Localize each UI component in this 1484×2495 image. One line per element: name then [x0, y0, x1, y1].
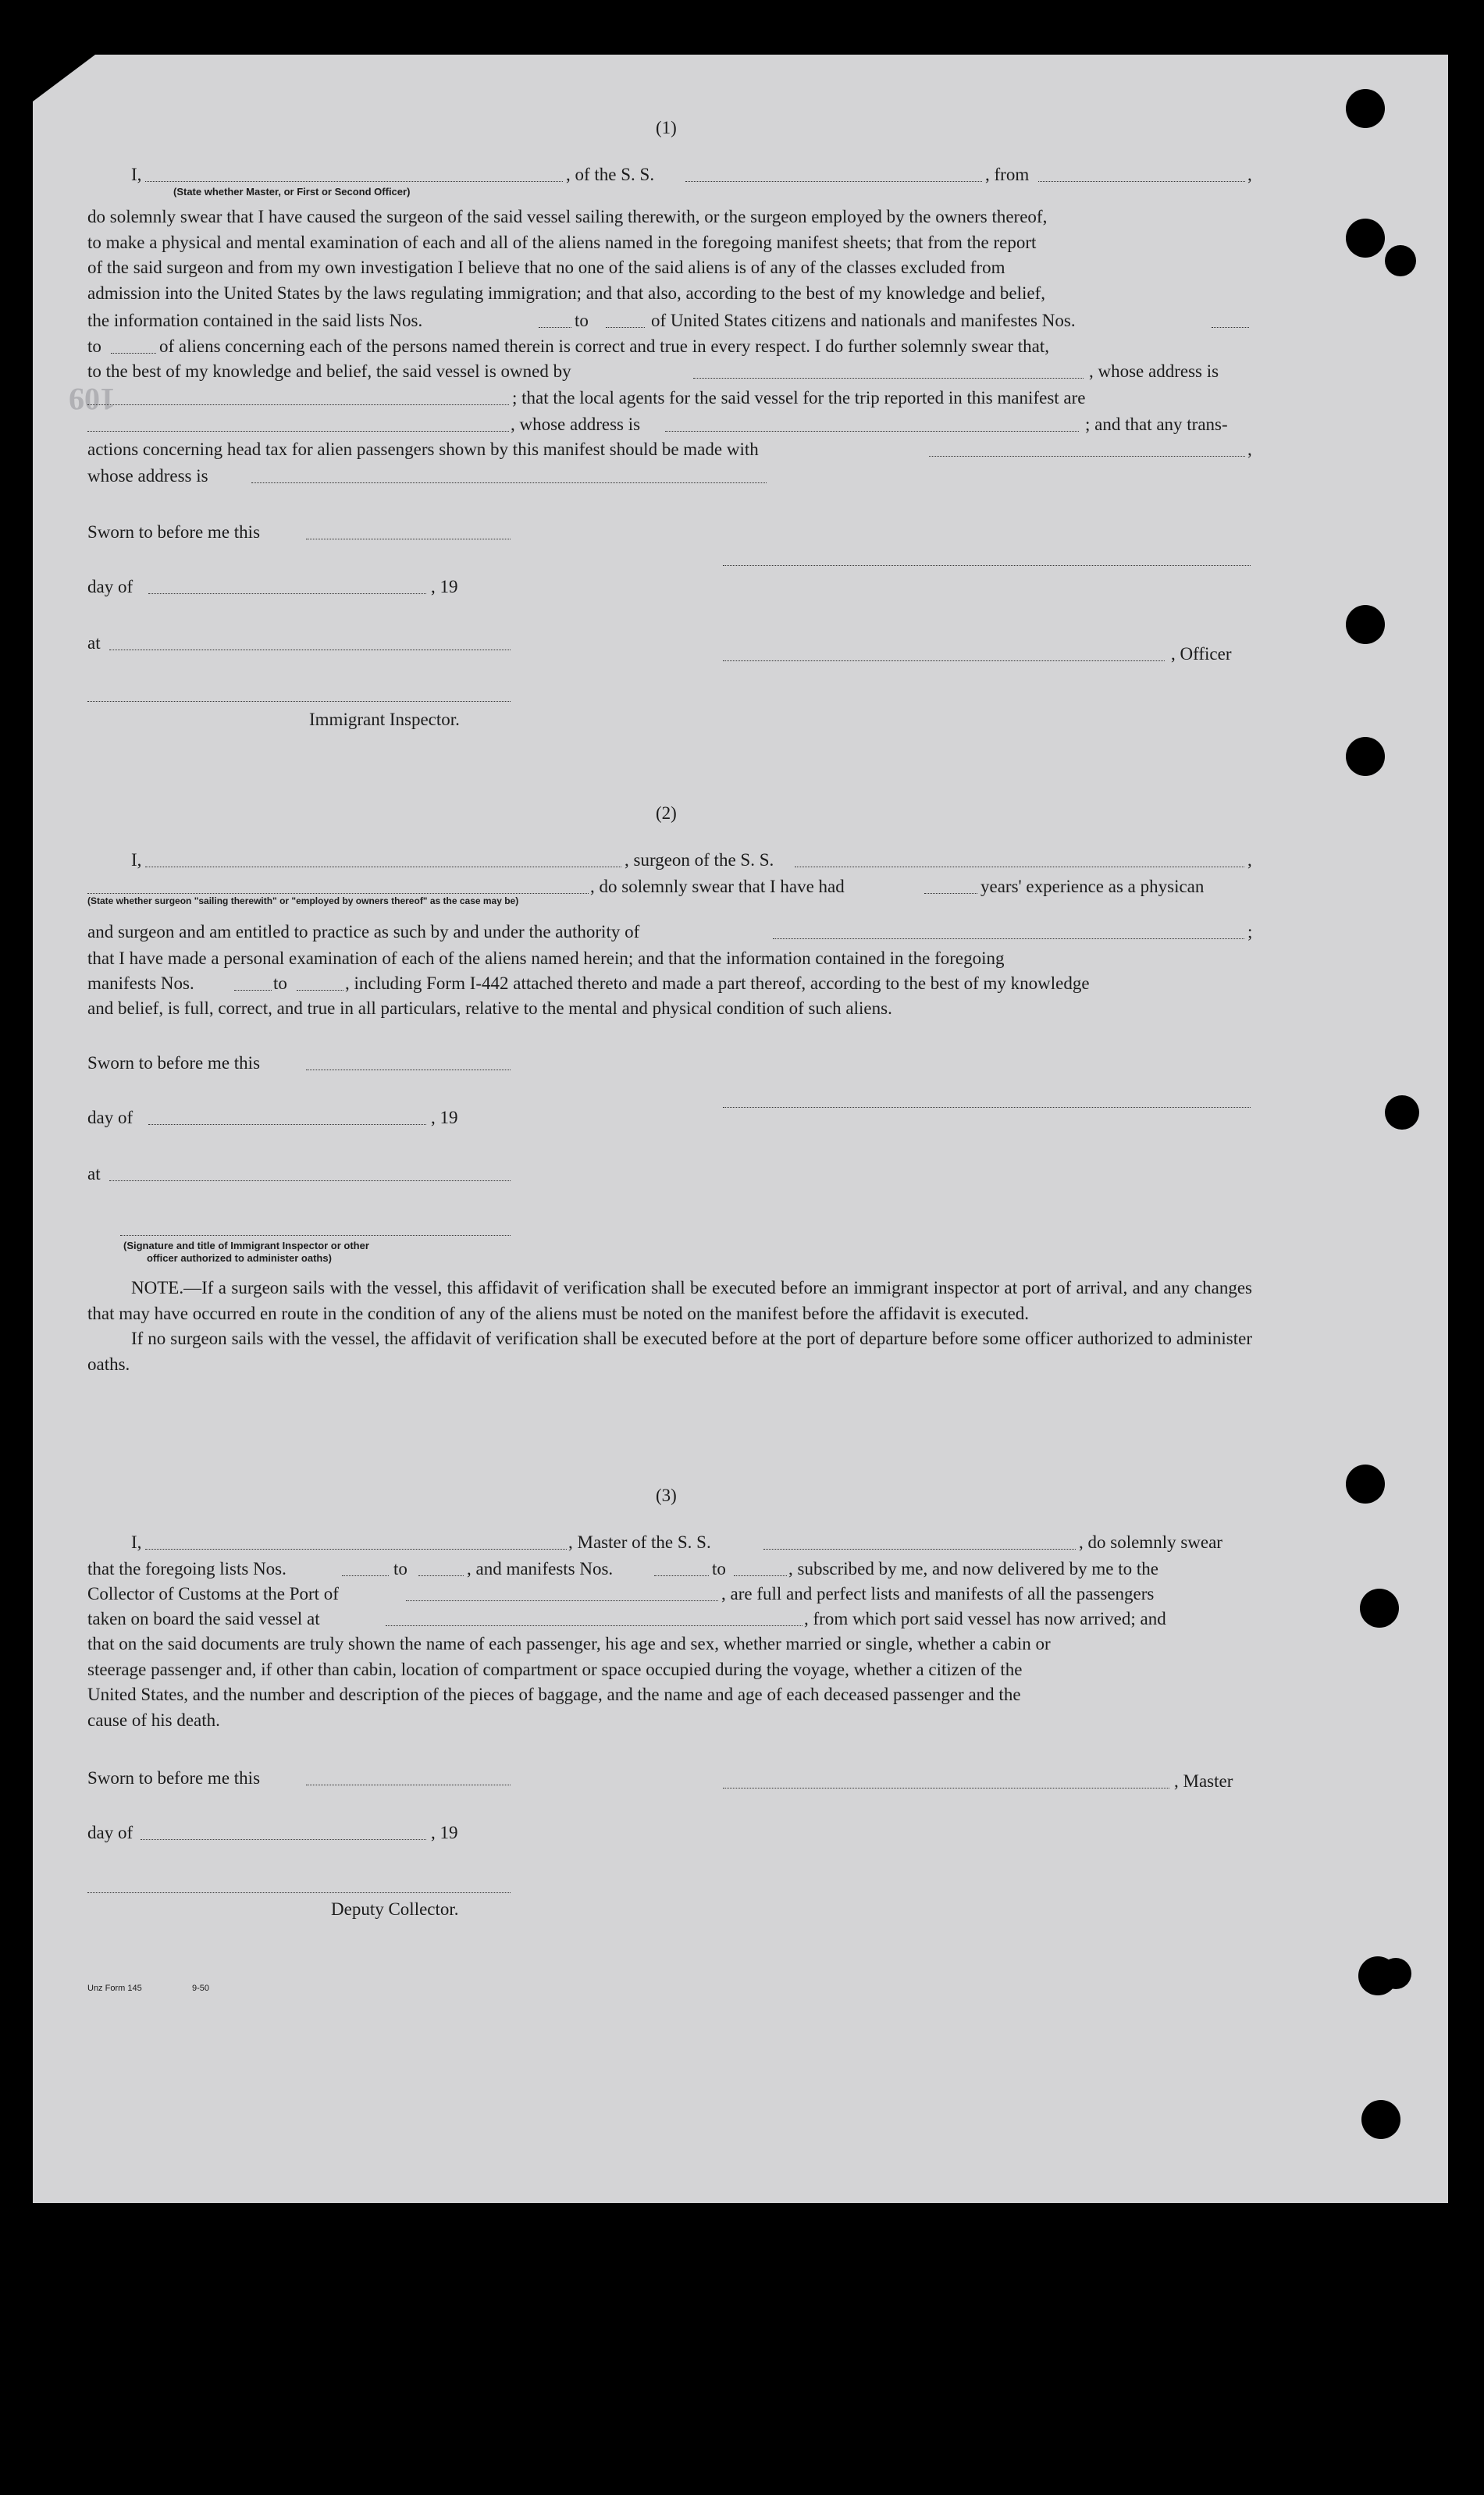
s2-year: , 19 [431, 1108, 458, 1127]
s2-surgeon-label: , surgeon of the S. S. [625, 850, 774, 870]
s3-text-line: cause of his death. [87, 1710, 220, 1730]
s1-address-label: , whose address is [1089, 361, 1219, 381]
s1-lists-to-line [606, 327, 645, 328]
s1-owner-address-line [87, 404, 509, 405]
s2-comma: , [1247, 850, 1252, 870]
s1-sworn: Sworn to before me this [87, 522, 261, 542]
s2-note-block [87, 1276, 1252, 1377]
s1-lists-from-line [539, 327, 571, 328]
s2-manifests-to-line [297, 990, 343, 991]
s1-to-label: to [575, 311, 589, 330]
punch-hole [1385, 1095, 1419, 1130]
s3-departure-port-line [386, 1625, 802, 1626]
punch-hole [1385, 245, 1416, 276]
s1-from-line [1038, 181, 1245, 182]
s1-officer-note: (State whether Master, or First or Second Officer) [173, 186, 411, 198]
s2-years-text: years' experience as a physican [980, 877, 1205, 896]
s2-note-1: NOTE.—If a surgeon sails with the vessel, this affidavit of verification shall be executed before an immigrant inspector at port of arrival, and any changes that may have occurred en route in the condition of any of the aliens must be noted on the manifest before the affidavit is executed. [87, 1278, 1252, 1323]
s1-lists-label: the information contained in the said lists Nos. [87, 311, 423, 330]
s3-collector-text: Collector of Customs at the Port of [87, 1584, 339, 1603]
s3-lists-from-line [342, 1575, 389, 1576]
s2-at: at [87, 1164, 101, 1183]
s3-dayof: day of [87, 1823, 133, 1842]
s3-I: I, [131, 1532, 142, 1552]
s1-trans-text: ; and that any trans- [1085, 415, 1228, 434]
punch-hole [1346, 605, 1385, 644]
section-1-number: (1) [656, 118, 677, 137]
s2-semicolon: ; [1247, 922, 1253, 941]
s3-lists-label: that the foregoing lists Nos. [87, 1559, 286, 1579]
s1-ofthe: , of the S. S. [566, 165, 655, 184]
s2-swear-text: , do solemnly swear that I have had [590, 877, 845, 896]
s2-I: I, [131, 850, 142, 870]
s1-at: at [87, 633, 101, 653]
s1-signature-line [723, 565, 1251, 566]
s2-belief-text: and belief, is full, correct, and true in all particulars, relative to the mental and physical condition of such aliens. [87, 998, 892, 1018]
punch-hole [1346, 737, 1385, 776]
s3-boarded-text: taken on board the said vessel at [87, 1609, 320, 1628]
s2-manifests-from-line [234, 990, 272, 991]
s1-year: , 19 [431, 577, 458, 596]
punch-hole [1346, 1465, 1385, 1504]
s1-text-line: admission into the United States by the laws regulating immigration; and that also, according to the best of my knowledge and belief, [87, 283, 1046, 303]
punch-hole [1380, 1958, 1411, 1989]
s1-headtax-text: actions concerning head tax for alien passengers shown by this manifest should be made with [87, 440, 759, 459]
s3-collector-line [87, 1892, 511, 1893]
s3-swear-text: , do solemnly swear [1079, 1532, 1222, 1552]
s3-master-name-line [145, 1549, 567, 1550]
s3-manifests-to-line [734, 1575, 787, 1576]
s3-paragraph [87, 1632, 1252, 1733]
s3-lists-to-line [418, 1575, 464, 1576]
form-code: 9-50 [192, 1984, 210, 1993]
s2-note-2: If no surgeon sails with the vessel, the affidavit of verification shall be executed before at the port of departure before some officer authorized to administer oaths. [87, 1329, 1252, 1374]
punch-hole [1360, 1589, 1399, 1628]
s1-manifests-label: of United States citizens and nationals and manifestes Nos. [651, 311, 1076, 330]
s1-headtax-address-line [251, 482, 767, 483]
s3-year: , 19 [431, 1823, 458, 1842]
s3-subscribed-text: , subscribed by me, and now delivered by me to the [788, 1559, 1158, 1579]
s1-officer-sig-line [723, 660, 1165, 661]
s1-agents-line [87, 431, 509, 432]
s1-manifests-to-line [111, 353, 156, 354]
s2-dayof: day of [87, 1108, 133, 1127]
punch-hole [1346, 219, 1385, 258]
section-3-number: (3) [656, 1486, 677, 1505]
s3-ship-line [763, 1549, 1076, 1550]
s3-to-label-2: to [712, 1559, 726, 1579]
s1-agents-address-label: , whose address is [511, 415, 641, 434]
s3-text-line: that on the said documents are truly shown the name of each passenger, his age and sex, whether married or single, whether a cabin or [87, 1634, 1051, 1653]
s1-end: , [1247, 165, 1252, 184]
punch-hole [1346, 89, 1385, 128]
s1-agents-text: ; that the local agents for the said vessel for the trip reported in this manifest are [512, 388, 1086, 408]
form-number: Unz Form 145 [87, 1984, 142, 1993]
s1-aliens-text: of aliens concerning each of the persons named therein is correct and true in every respect. I do further solemnly swear that, [159, 336, 1049, 356]
s3-master: , Master [1174, 1771, 1233, 1791]
s1-ship-line [685, 181, 982, 182]
s1-text-line: of the said surgeon and from my own investigation I believe that no one of the said aliens is of any of the classes excluded from [87, 258, 1005, 277]
s2-sworn: Sworn to before me this [87, 1053, 261, 1073]
s3-day-line [141, 1839, 426, 1840]
s3-text-line: steerage passenger and, if other than cabin, location of compartment or space occupied during the voyage, whether a citizen of the [87, 1659, 1023, 1679]
s2-signature-line [723, 1107, 1251, 1108]
s2-sig-note-2: officer authorized to administer oaths) [147, 1252, 332, 1264]
s1-comma: , [1247, 440, 1252, 459]
faint-stamp-mark: 109 [69, 382, 116, 417]
s1-headtax-line [929, 456, 1245, 457]
s3-sworn: Sworn to before me this [87, 1768, 261, 1788]
s1-whose-address: whose address is [87, 466, 208, 486]
s1-officer: , Officer [1171, 644, 1232, 664]
s1-I: I, [131, 165, 142, 184]
s1-text-line: do solemnly swear that I have caused the surgeon of the said vessel sailing therewith, or the surgeon employed by the owners thereof, [87, 207, 1048, 226]
s1-owner-line [693, 378, 1084, 379]
s2-day-line [148, 1124, 426, 1125]
s1-agents-address-line [665, 431, 1079, 432]
s2-authority-line [773, 938, 1244, 939]
s1-from: , from [985, 165, 1030, 184]
s3-manifests-label: , and manifests Nos. [467, 1559, 614, 1579]
s1-officer-line [145, 181, 563, 182]
s1-manifests-from-line [1212, 327, 1249, 328]
s3-port-line [406, 1600, 718, 1601]
s2-text-line: that I have made a personal examination of each of the aliens named herein; and that the information contained in the foregoing [87, 949, 1005, 968]
s3-arrived-text: , from which port said vessel has now arrived; and [804, 1609, 1166, 1628]
s2-to-label: to [273, 973, 287, 993]
s3-master-label: , Master of the S. S. [568, 1532, 711, 1552]
s1-day-line [148, 593, 426, 594]
s1-text-line: to make a physical and mental examination of each and all of the aliens named in the foregoing manifest sheets; that from the report [87, 232, 1037, 252]
s3-deputy-collector: Deputy Collector. [331, 1899, 459, 1919]
s1-inspector-line [87, 701, 511, 702]
s1-inspector: Immigrant Inspector. [309, 710, 460, 729]
s2-surgeon-type-line [87, 893, 589, 894]
s2-sig-note-1: (Signature and title of Immigrant Inspector or other [123, 1240, 369, 1251]
s3-manifests-from-line [654, 1575, 709, 1576]
s2-authority-text: and surgeon and am entitled to practice as such by and under the authority of [87, 922, 640, 941]
s3-to-label: to [393, 1559, 407, 1579]
s2-form-text: , including Form I-442 attached thereto and made a part thereof, according to the best of my knowledge [345, 973, 1090, 993]
s1-to-label-2: to [87, 336, 101, 356]
s2-inspector-line [120, 1235, 511, 1236]
s3-text-line: United States, and the number and description of the pieces of baggage, and the name and age of each deceased passenger and the [87, 1685, 1021, 1704]
s2-years-line [924, 893, 977, 894]
s2-manifests-label: manifests Nos. [87, 973, 194, 993]
s2-at-line [109, 1180, 511, 1181]
s1-dayof: day of [87, 577, 133, 596]
section-2-number: (2) [656, 803, 677, 823]
s3-full-lists-text: , are full and perfect lists and manifests of all the passengers [721, 1584, 1155, 1603]
punch-hole [1361, 2100, 1400, 2139]
s1-paragraph [87, 205, 1252, 306]
s1-owned-label: to the best of my knowledge and belief, the said vessel is owned by [87, 361, 571, 381]
s2-surgeon-note: (State whether surgeon "sailing therewith" or "employed by owners thereof" as the case may be) [87, 895, 519, 906]
s2-l4-block [87, 946, 1252, 972]
